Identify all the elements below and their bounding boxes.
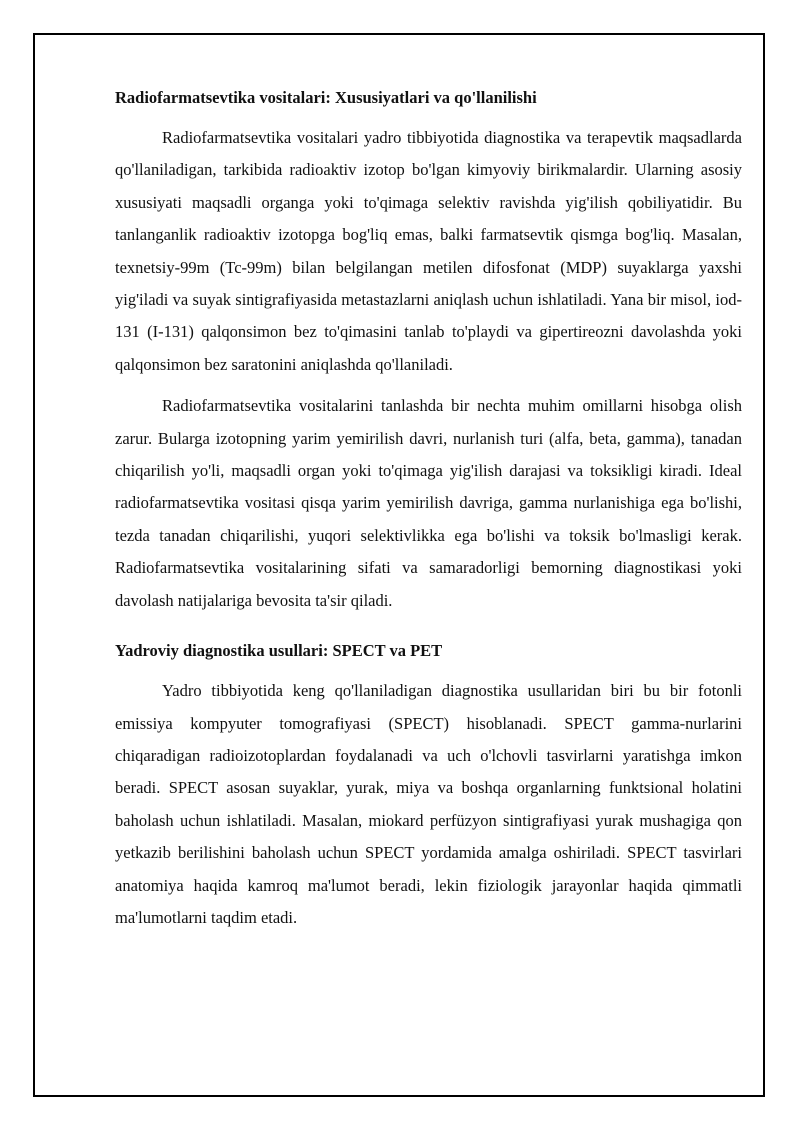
section-heading-radiopharmaceuticals: Radiofarmatsevtika vositalari: Xususiyatlari va qo'llanilishi (115, 88, 537, 107)
paragraph: Yadro tibbiyotida keng qo'llaniladigan diagnostika usullaridan biri bu bir fotonli emissiya kompyuter tomografiyasi (SPECT) hisoblanadi. SPECT gamma-nurlarini chiqaradigan radioizotoplardan foydalanadi va uch o'lchovli tasvirlarni yaratishga imkon beradi. SPECT asosan suyaklar, yurak, miya va boshqa organlarning funktsional holatini baholash uchun ishlatiladi. Masalan, miokard perfüzyon sintigrafiyasi yurak mushagiga qon yetkazib berilishini baholash uchun SPECT yordamida amalga oshiriladi. SPECT tasvirlari anatomiya haqida kamroq ma'lumot beradi, lekin fiziologik jarayonlar haqida qimmatli ma'lumotlarni taqdim etadi. (115, 681, 742, 927)
section-heading-spect-pet: Yadroviy diagnostika usullari: SPECT va PET (115, 641, 443, 661)
paragraph: Radiofarmatsevtika vositalarini tanlashda bir nechta muhim omillarni hisobga olish zarur. Bularga izotopning yarim yemirilish davri, nurlanish turi (alfa, beta, gamma), tanadan chiqarilish yo'li, maqsadli organ yoki to'qimaga yig'ilish darajasi va toksikligi kiradi. Ideal radiofarmatsevtika vositasi qisqa yarim yemirilish davriga, gamma nurlanishiga ega bo'lishi, tezda tanadan chiqarilishi, yuqori selektivlikka ega bo'lishi va toksik bo'lmasligi kerak. Radiofarmatsevtika vositalarining sifati va samaradorligi bemorning diagnostikasi yoki davolash natijalariga bevosita ta'sir qiladi. (115, 396, 742, 610)
document-body (115, 84, 742, 943)
paragraph: Radiofarmatsevtika vositalari yadro tibbiyotida diagnostika va terapevtik maqsadlarda qo'llaniladigan, tarkibida radioaktiv izotop bo'lgan kimyoviy birikmalardir. Ularning asosiy xususiyati maqsadli organga yoki to'qimaga selektiv ravishda yig'ilish qobiliyatidir. Bu tanlanganlik radioaktiv izotopga bog'liq emas, balki farmatsevtik qismga bog'liq. Masalan, texnetsiy-99m (Tc-99m) bilan belgilangan metilen difosfonat (MDP) suyaklarga yaxshi yig'iladi va suyak sintigrafiyasida metastazlarni aniqlash uchun ishlatiladi. Yana bir misol, iod-131 (I-131) qalqonsimon bez to'qimasini tanlab to'playdi va gipertireozni davolashda yoki qalqonsimon bez saratonini aniqlashda qo'llaniladi. (115, 128, 742, 374)
